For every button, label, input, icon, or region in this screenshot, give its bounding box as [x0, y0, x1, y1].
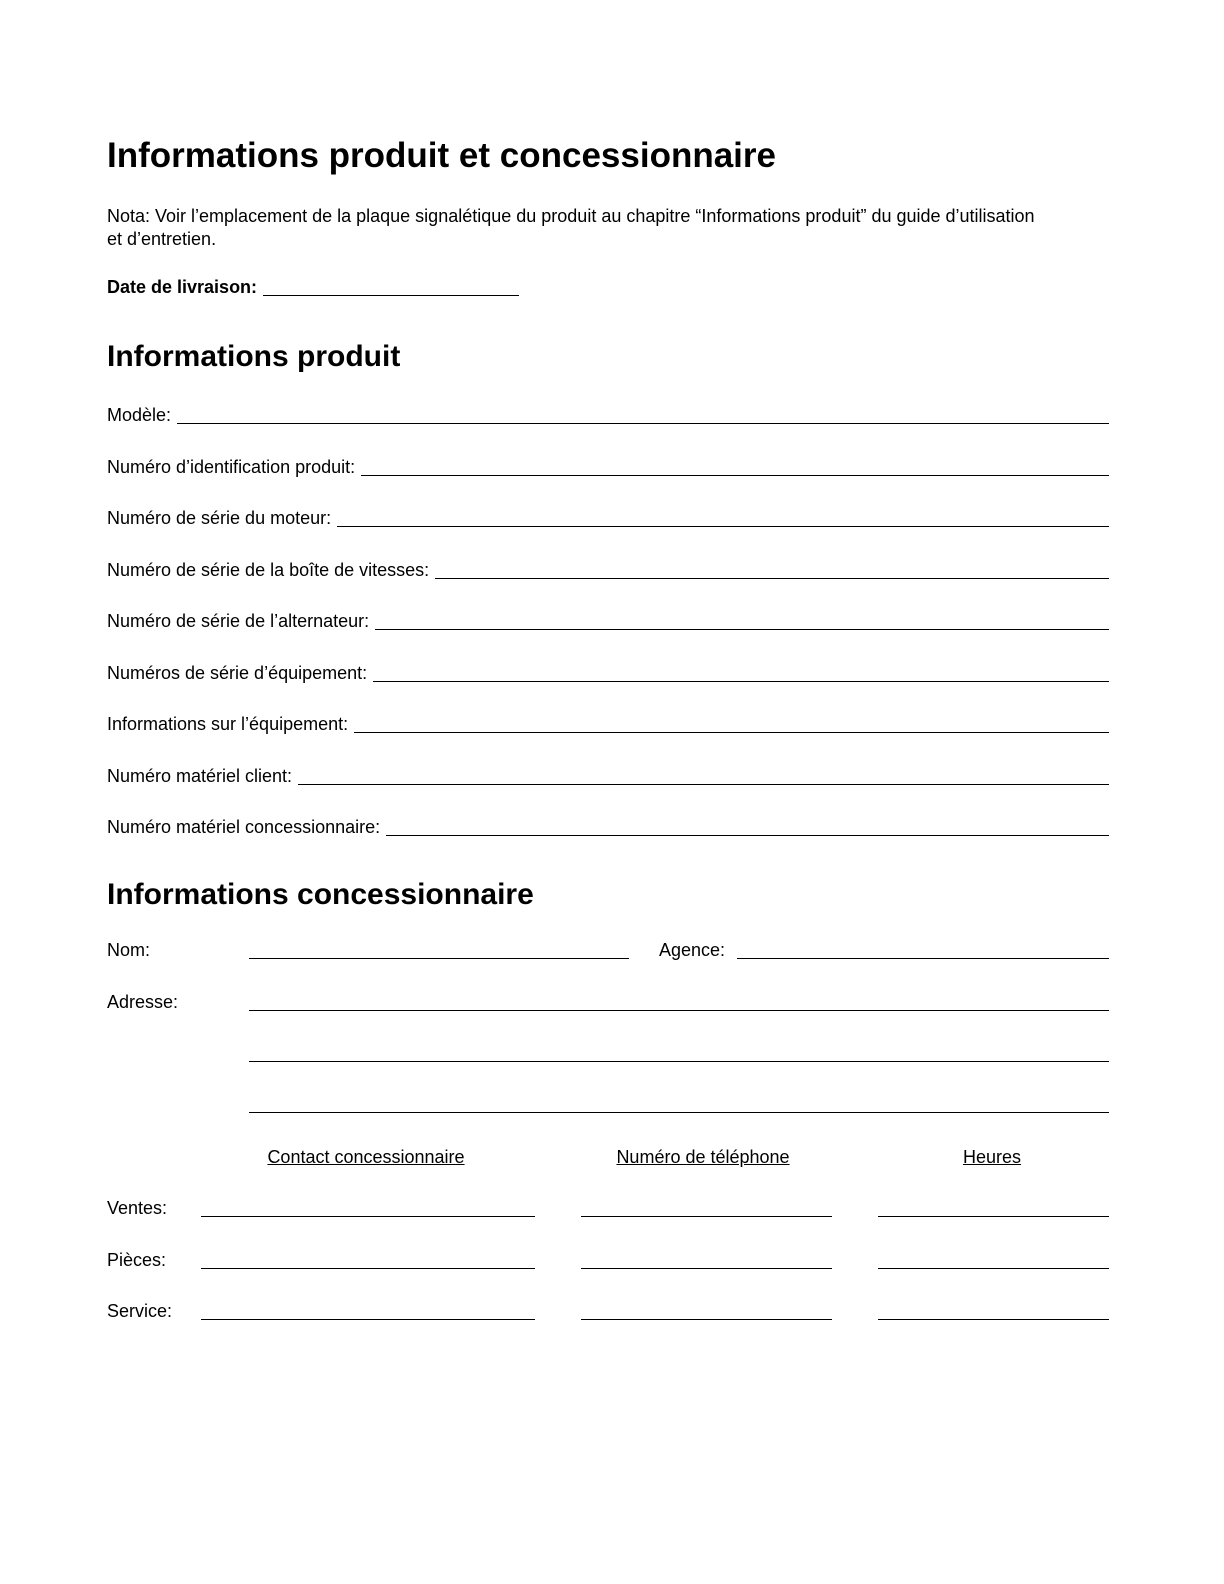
column-header-phone: Numéro de téléphone: [616, 1147, 790, 1167]
hours-line[interactable]: [878, 1268, 1109, 1269]
address-label: Adresse:: [107, 992, 179, 1012]
product-field-line[interactable]: [373, 681, 1109, 682]
contact-line[interactable]: [201, 1268, 535, 1269]
phone-line[interactable]: [581, 1216, 832, 1217]
product-field[interactable]: [107, 505, 1109, 529]
column-header-hours: Heures: [962, 1147, 1022, 1167]
product-field-line[interactable]: [337, 526, 1109, 527]
product-field-label: Numéro matériel concessionnaire:: [107, 817, 381, 837]
product-field[interactable]: [107, 763, 1109, 787]
name-line[interactable]: [249, 958, 629, 959]
contact-line[interactable]: [201, 1319, 535, 1320]
hours-line[interactable]: [878, 1216, 1109, 1217]
address-line-1[interactable]: [249, 1010, 1109, 1011]
phone-line[interactable]: [581, 1268, 832, 1269]
product-field-label: Modèle:: [107, 405, 172, 425]
dealer-section-heading: Informations concessionnaire: [107, 878, 534, 911]
delivery-date-field[interactable]: [107, 274, 519, 298]
product-field-label: Numéro de série de la boîte de vitesses:: [107, 559, 430, 580]
product-field-line[interactable]: [177, 423, 1109, 424]
product-section-heading: Informations produit: [107, 340, 401, 373]
product-field-line[interactable]: [386, 835, 1109, 836]
delivery-date-line[interactable]: [263, 295, 519, 296]
product-field-label: Numéro de série de l’alternateur:: [107, 611, 370, 631]
name-label: Nom:: [107, 940, 151, 960]
delivery-date-label: Date de livraison:: [107, 277, 258, 297]
product-field[interactable]: [107, 608, 1109, 632]
dealer-row-label: Ventes:: [107, 1198, 168, 1218]
page-title: Informations produit et concessionnaire: [107, 136, 776, 175]
dealer-row-label: Service:: [107, 1301, 173, 1321]
product-field[interactable]: [107, 557, 1109, 581]
hours-line[interactable]: [878, 1319, 1109, 1320]
product-field-line[interactable]: [298, 784, 1109, 785]
product-field-line[interactable]: [375, 629, 1109, 630]
product-field[interactable]: [107, 814, 1109, 838]
agency-label: Agence:: [659, 940, 726, 960]
product-field-label: Numéro d’identification produit:: [107, 456, 356, 477]
product-field[interactable]: [107, 660, 1109, 684]
product-field-line[interactable]: [435, 578, 1109, 579]
product-field[interactable]: [107, 454, 1109, 478]
product-field-label: Numéro de série du moteur:: [107, 508, 332, 528]
phone-line[interactable]: [581, 1319, 832, 1320]
agency-line[interactable]: [737, 958, 1109, 959]
column-header-contact: Contact concessionnaire: [267, 1147, 465, 1167]
product-field[interactable]: [107, 711, 1109, 735]
contact-line[interactable]: [201, 1216, 535, 1217]
address-line-3[interactable]: [249, 1112, 1109, 1113]
product-field[interactable]: [107, 402, 1109, 426]
note-text: Nota: Voir l’emplacement de la plaque signalétique du produit au chapitre “Informations produit” du guide d’utilisation et d’entretien.: [107, 206, 1035, 249]
product-field-line[interactable]: [361, 475, 1109, 476]
product-field-label: Numéro matériel client:: [107, 765, 293, 786]
address-line-2[interactable]: [249, 1061, 1109, 1062]
dealer-row-label: Pièces:: [107, 1249, 167, 1270]
product-field-label: Numéros de série d’équipement:: [107, 662, 368, 683]
product-field-label: Informations sur l’équipement:: [107, 714, 349, 734]
product-field-line[interactable]: [354, 732, 1109, 733]
